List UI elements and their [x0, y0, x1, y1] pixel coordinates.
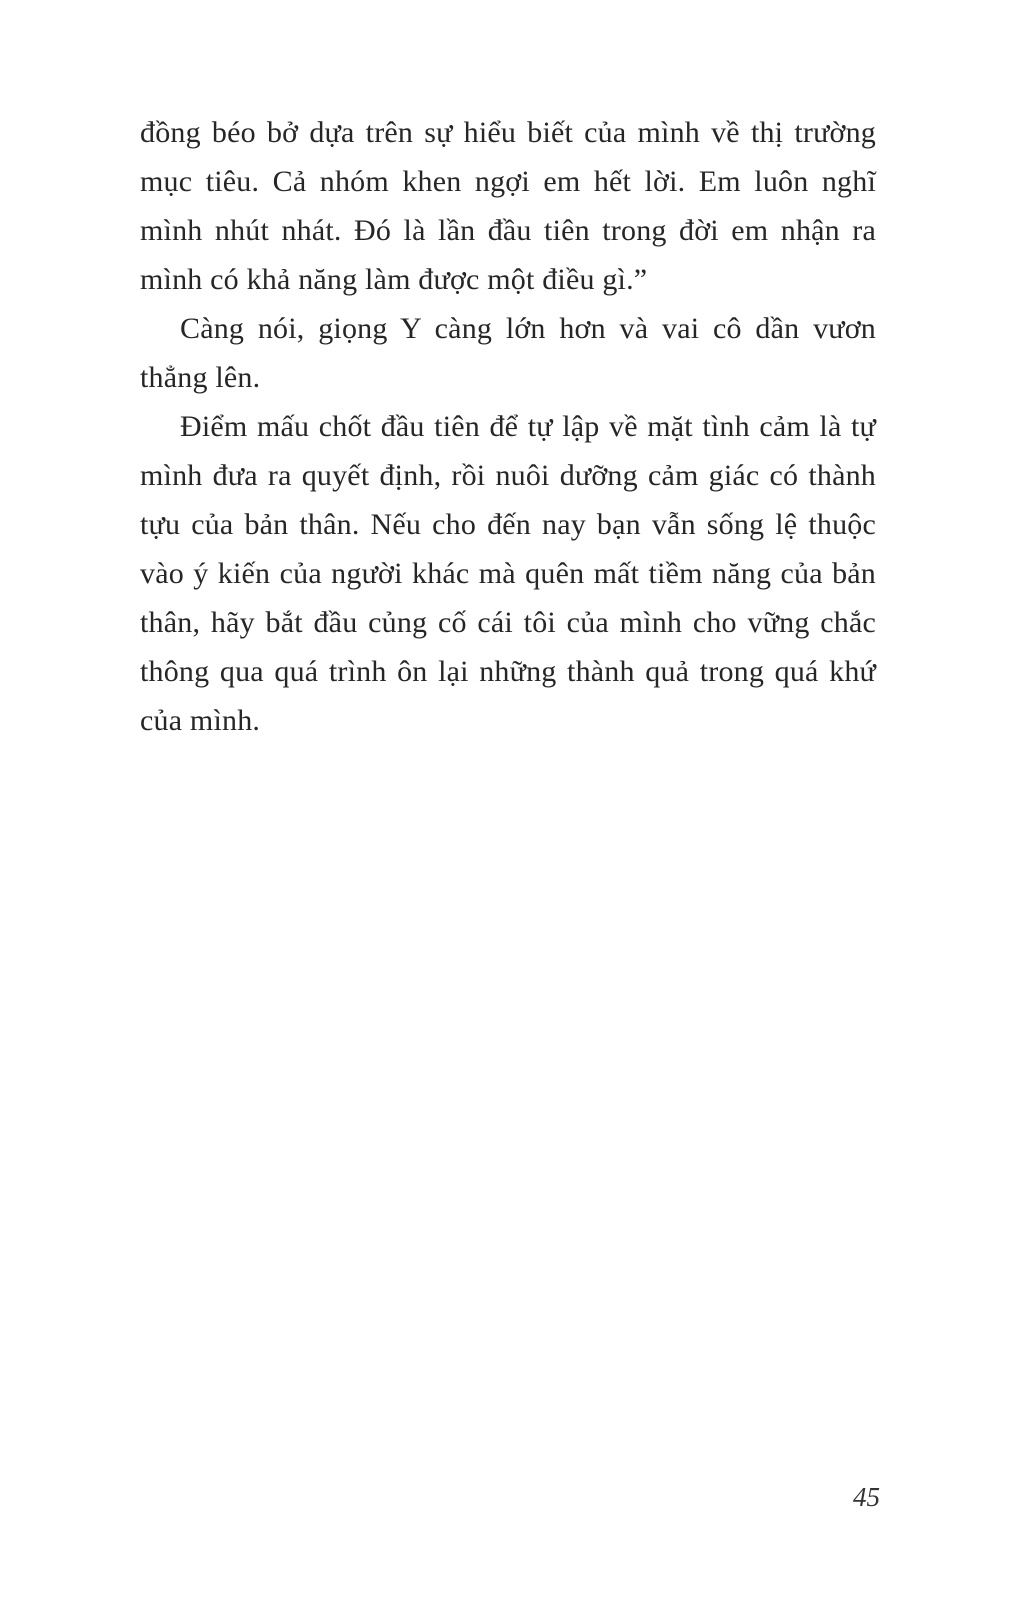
- body-text: [140, 108, 876, 745]
- page-number: 45: [853, 1482, 880, 1512]
- paragraph: Càng nói, giọng Y càng lớn hơn và vai cô dần vươn thẳng lên.: [140, 312, 876, 394]
- paragraph: Điểm mấu chốt đầu tiên để tự lập về mặt tình cảm là tự mình đưa ra quyết định, rồi nuôi dưỡng cảm giác có thành tựu của bản thân. Nếu cho đến nay bạn vẫn sống lệ thuộc vào ý kiến của người khác mà quên mất tiềm năng của bản thân, hãy bắt đầu củng cố cái tôi của mình cho vững chắc thông qua quá trình ôn lại những thành quả trong quá khứ của mình.: [140, 410, 876, 737]
- paragraph-continuation: đồng béo bở dựa trên sự hiểu biết của mình về thị trường mục tiêu. Cả nhóm khen ngợi em hết lời. Em luôn nghĩ mình nhút nhát. Đó là lần đầu tiên trong đời em nhận ra mình có khả năng làm được một điều gì.”: [140, 116, 876, 296]
